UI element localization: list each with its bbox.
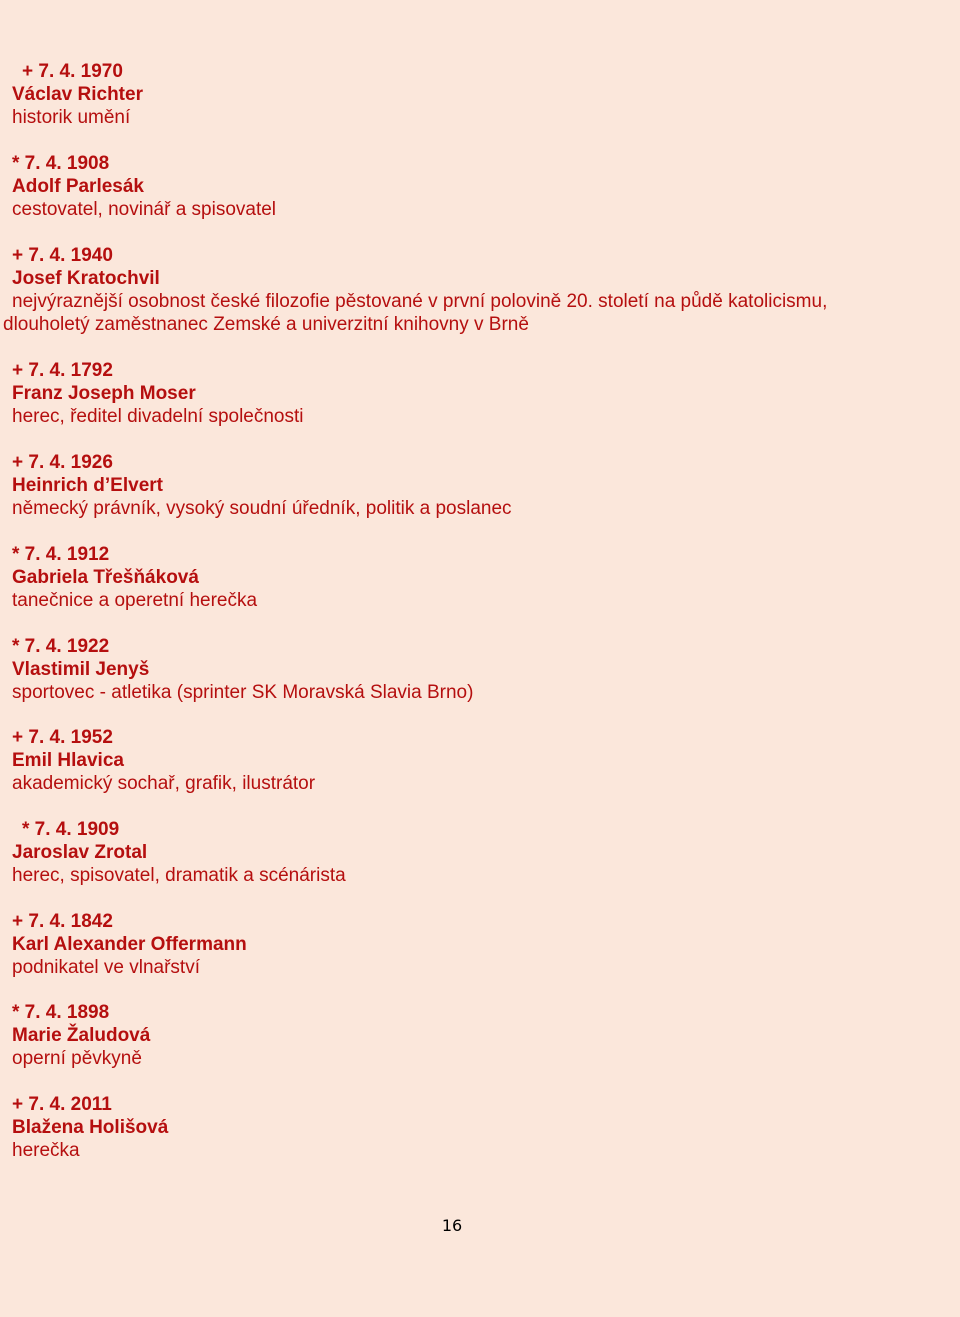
entry-franz-joseph-moser <box>12 359 952 428</box>
entry-description: herečka <box>12 1140 80 1161</box>
entry-description: herec, spisovatel, dramatik a scénárista <box>12 865 346 886</box>
entry-name: Marie Žaludová <box>12 1025 151 1046</box>
entry-jaroslav-zrotal <box>12 818 952 887</box>
entry-description: akademický sochař, grafik, ilustrátor <box>12 773 316 794</box>
entry-name: Blažena Holišová <box>12 1117 169 1138</box>
entry-description: cestovatel, novinář a spisovatel <box>12 199 277 220</box>
entry-date: + 7. 4. 1940 <box>12 245 113 266</box>
entry-description: sportovec - atletika (sprinter SK Moravská Slavia Brno) <box>12 682 474 703</box>
entry-name: Jaroslav Zrotal <box>12 842 148 863</box>
entry-name: Adolf Parlesák <box>12 176 144 197</box>
entry-description: operní pěvkyně <box>12 1048 142 1069</box>
entry-date: + 7. 4. 1970 <box>22 61 123 82</box>
entry-date: * 7. 4. 1922 <box>12 636 110 657</box>
entry-name: Václav Richter <box>12 84 143 105</box>
entry-josef-kratochvil <box>3 244 952 336</box>
entry-description: historik umění <box>12 107 131 128</box>
entry-vaclav-richter <box>12 60 952 129</box>
entry-vlastimil-jenys <box>12 635 952 704</box>
entry-date: + 7. 4. 2011 <box>12 1094 112 1115</box>
entry-name: Karl Alexander Offermann <box>12 934 247 955</box>
entry-date: * 7. 4. 1908 <box>12 153 110 174</box>
entry-date: + 7. 4. 1926 <box>12 452 113 473</box>
entry-description: herec, ředitel divadelní společnosti <box>12 406 304 427</box>
entry-name: Emil Hlavica <box>12 750 124 771</box>
entry-name: Josef Kratochvil <box>12 268 160 289</box>
entry-date: + 7. 4. 1952 <box>12 727 113 748</box>
entry-date: + 7. 4. 1842 <box>12 911 113 932</box>
entry-description: německý právník, vysoký soudní úředník, politik a poslanec <box>12 498 512 519</box>
entry-adolf-parlesak <box>12 152 952 221</box>
entry-description-line1: nejvýraznější osobnost české filozofie pěstované v první polovině 20. století na půdě katolicismu, <box>12 291 828 312</box>
entry-name: Heinrich d’Elvert <box>12 475 163 496</box>
entry-name: Franz Joseph Moser <box>12 383 196 404</box>
page-number: 16 <box>441 1216 463 1235</box>
entry-blazena-holisova <box>12 1093 952 1162</box>
entry-date: * 7. 4. 1909 <box>22 819 120 840</box>
entry-date: * 7. 4. 1912 <box>12 544 110 565</box>
entry-description-line2: dlouholetý zaměstnanec Zemské a univerzitní knihovny v Brně <box>3 314 529 335</box>
entry-description: tanečnice a operetní herečka <box>12 590 258 611</box>
entry-heinrich-d-elvert <box>12 451 952 520</box>
entry-description: podnikatel ve vlnařství <box>12 957 200 978</box>
entry-emil-hlavica <box>12 726 952 795</box>
entry-marie-zaludova <box>12 1001 952 1070</box>
entry-name: Vlastimil Jenyš <box>12 659 150 680</box>
entry-date: * 7. 4. 1898 <box>12 1002 110 1023</box>
entry-date: + 7. 4. 1792 <box>12 360 113 381</box>
entry-name: Gabriela Třešňáková <box>12 567 199 588</box>
entry-gabriela-tresnakova <box>12 543 952 612</box>
entry-karl-alexander-offermann <box>12 910 952 979</box>
